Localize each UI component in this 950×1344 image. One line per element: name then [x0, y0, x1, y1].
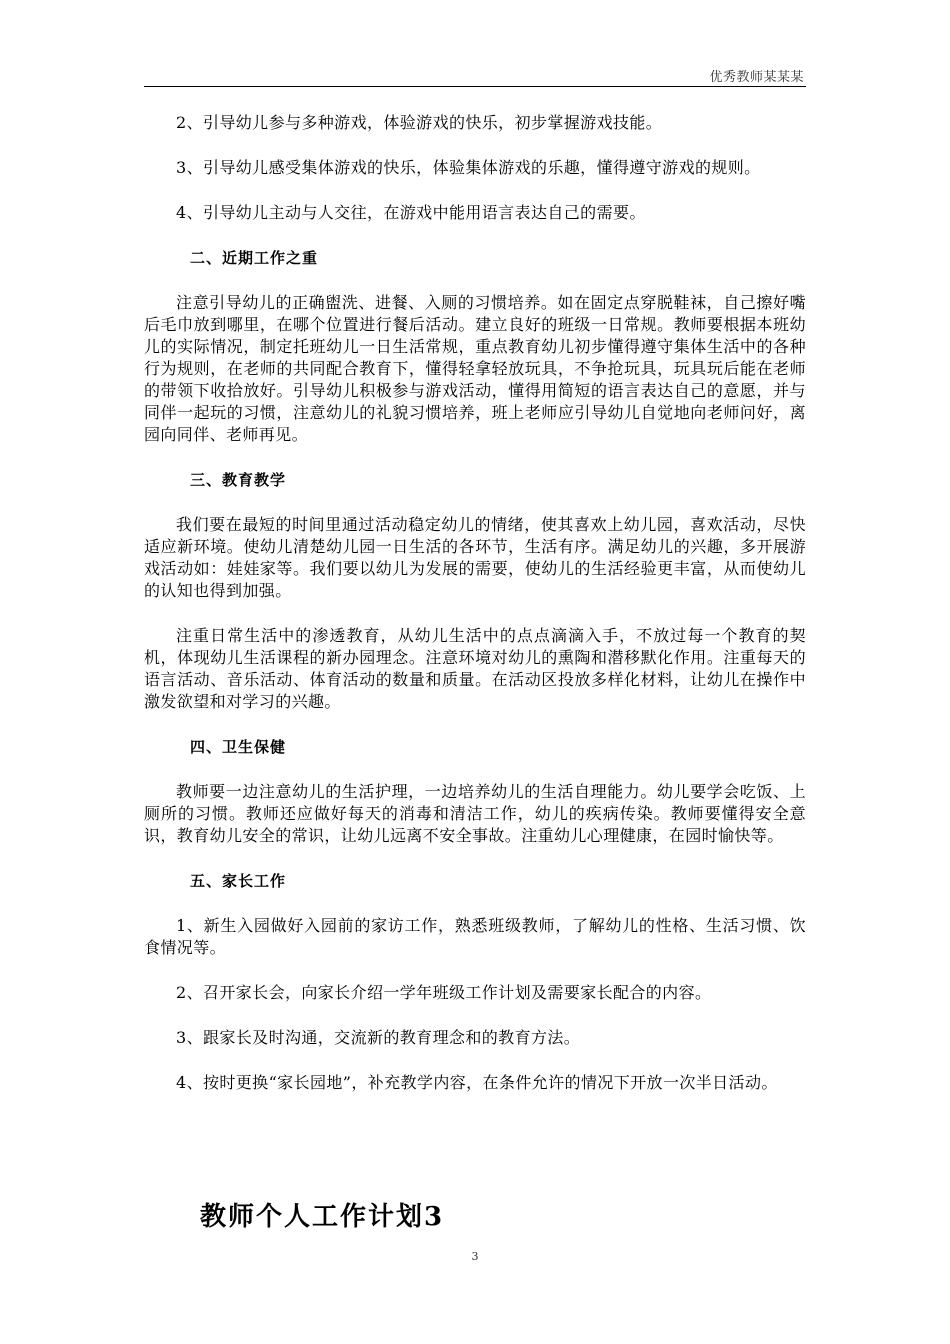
paragraph-recent-work: 注意引导幼儿的正确盥洗、进餐、入厕的习惯培养。如在固定点穿脱鞋袜，自己擦好嘴后毛巾放到哪里，在哪个位置进行餐后活动。建立良好的班级一日常规。教师要根据本班幼儿的实际情况，制定托班幼儿一日生活常规，重点教育幼儿初步懂得遵守集体生活中的各种行为规则，在老师的共同配合教育下，懂得轻拿轻放玩具，不争抢玩具，玩具玩后能在老师的带领下收拾放好。引导幼儿积极参与游戏活动，懂得用简短的语言表达自己的意愿，并与同伴一起玩的习惯，注意幼儿的礼貌习惯培养，班上老师应引导幼儿自觉地向老师问好，离园向同伴、老师再见。 [144, 293, 806, 444]
document-body [144, 112, 806, 1117]
header-divider [144, 86, 806, 87]
paragraph-parents-2: 2、召开家长会，向家长介绍一学年班级工作计划及需要家长配合的内容。 [176, 983, 712, 1002]
section-heading-education: 三、教育教学 [190, 471, 287, 489]
paragraph-education-1: 我们要在最短的时间里通过活动稳定幼儿的情绪，使其喜欢上幼儿园，喜欢活动，尽快适应新环境。使幼儿清楚幼儿园一日生活的各环节，生活有序。满足幼儿的兴趣，多开展游戏活动如：娃娃家等。我们要以幼儿为发展的需要，使幼儿的生活经验更丰富，从而使幼儿的认知也得到加强。 [144, 515, 806, 600]
paragraph-health: 教师要一边注意幼儿的生活护理，一边培养幼儿的生活自理能力。幼儿要学会吃饭、上厕所的习惯。教师还应做好每天的消毒和清洁工作，幼儿的疾病传染。教师要懂得安全意识，教育幼儿安全的常识，让幼儿远离不安全事故。注重幼儿心理健康，在园时愉快等。 [144, 782, 806, 845]
section-heading-health: 四、卫生保健 [190, 738, 287, 756]
paragraph-goal-3: 3、引导幼儿感受集体游戏的快乐，体验集体游戏的乐趣，懂得遵守游戏的规则。 [176, 158, 761, 177]
paragraph-parents-3: 3、跟家长及时沟通，交流新的教育理念和的教育方法。 [176, 1028, 581, 1047]
page-number: 3 [471, 1250, 479, 1263]
paragraph-education-2: 注重日常生活中的渗透教育，从幼儿生活中的点点滴滴入手，不放过每一个教育的契机，体现幼儿生活课程的新办园理念。注意环境对幼儿的熏陶和潜移默化作用。注重每天的语言活动、音乐活动、体育活动的数量和质量。在活动区投放多样化材料，让幼儿在操作中激发欲望和对学习的兴趣。 [144, 626, 806, 711]
page-header-author: 优秀教师某某某 [709, 70, 804, 85]
paragraph-goal-4: 4、引导幼儿主动与人交往，在游戏中能用语言表达自己的需要。 [176, 203, 646, 222]
section-heading-parents: 五、家长工作 [190, 872, 287, 890]
section-heading-recent-work: 二、近期工作之重 [190, 249, 319, 267]
paragraph-goal-2: 2、引导幼儿参与多种游戏，体验游戏的快乐，初步掌握游戏技能。 [176, 113, 663, 132]
next-section-title: 教师个人工作计划3 [200, 1202, 445, 1232]
paragraph-parents-4: 4、按时更换“家长园地”，补充教学内容，在条件允许的情况下开放一次半日活动。 [176, 1073, 778, 1092]
paragraph-parents-1: 1、新生入园做好入园前的家访工作，熟悉班级教师，了解幼儿的性格、生活习惯、饮食情况等。 [144, 916, 806, 957]
